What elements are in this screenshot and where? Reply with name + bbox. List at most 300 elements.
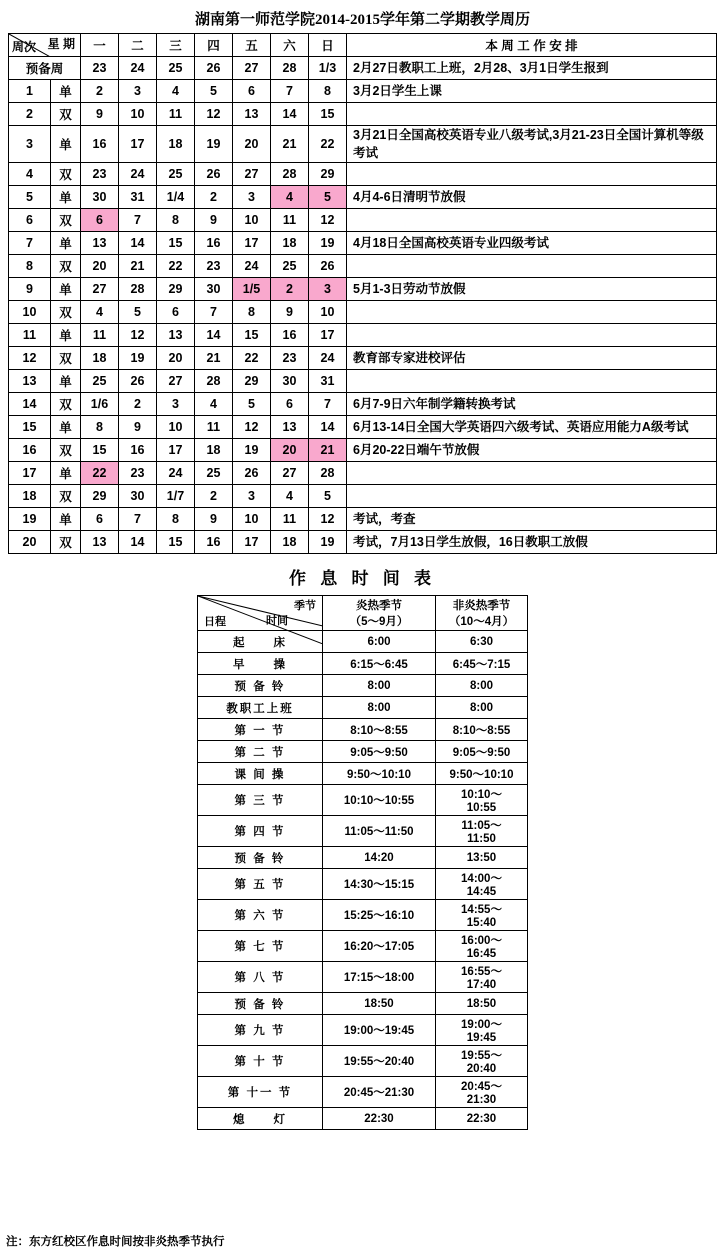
hot-season-header (323, 596, 436, 631)
date-cell: 8 (309, 80, 347, 103)
date-cell: 23 (271, 347, 309, 370)
date-cell: 10 (119, 103, 157, 126)
work-arrangement-cell: 5月1-3日劳动节放假 (347, 278, 717, 301)
date-cell: 10 (309, 301, 347, 324)
date-cell: 20 (157, 347, 195, 370)
work-arrangement-cell: 考试，考查 (347, 508, 717, 531)
week-parity-cell: 双 (51, 301, 81, 324)
date-cell: 12 (309, 209, 347, 232)
cool-season-time: 20:45～ 21:30 (436, 1077, 528, 1108)
date-cell: 24 (157, 462, 195, 485)
date-cell: 2 (119, 393, 157, 416)
week-parity-cell: 单 (51, 324, 81, 347)
date-cell: 26 (195, 163, 233, 186)
cool-season-time: 6:30 (436, 631, 528, 653)
date-cell: 14 (119, 232, 157, 255)
work-arrangement-cell (347, 485, 717, 508)
hot-season-line1: 炎热季节 (356, 600, 402, 613)
corner-season-label: 季节 (294, 600, 316, 613)
schedule-item-label: 第 三 节 (198, 785, 323, 816)
work-arrangement-cell (347, 462, 717, 485)
date-cell: 1/6 (81, 393, 119, 416)
hot-season-time: 6:00 (323, 631, 436, 653)
date-cell: 7 (271, 80, 309, 103)
date-cell: 28 (271, 57, 309, 80)
hot-season-time: 19:55～20:40 (323, 1046, 436, 1077)
date-cell: 27 (157, 370, 195, 393)
date-cell: 4 (271, 186, 309, 209)
week-parity-cell: 双 (51, 209, 81, 232)
day-header-mon: 一 (81, 34, 119, 57)
date-cell: 19 (195, 126, 233, 163)
table-row (9, 508, 717, 531)
date-cell: 6 (81, 508, 119, 531)
week-number-cell: 16 (9, 439, 51, 462)
cool-season-line2: （10～4月） (448, 616, 515, 629)
date-cell: 14 (271, 103, 309, 126)
week-number-cell: 1 (9, 80, 51, 103)
hot-season-time: 10:10～10:55 (323, 785, 436, 816)
date-cell: 12 (195, 103, 233, 126)
table-row (9, 57, 717, 80)
day-header-fri: 五 (233, 34, 271, 57)
date-cell: 24 (233, 255, 271, 278)
work-arrangement-cell (347, 370, 717, 393)
week-number-cell: 13 (9, 370, 51, 393)
cool-season-time: 10:10～ 10:55 (436, 785, 528, 816)
hot-season-time: 11:05～11:50 (323, 816, 436, 847)
date-cell: 15 (233, 324, 271, 347)
corner-week-label: 星 期 (47, 37, 75, 51)
week-number-cell: 14 (9, 393, 51, 416)
hot-season-time: 20:45～21:30 (323, 1077, 436, 1108)
date-cell: 24 (309, 347, 347, 370)
date-cell: 29 (157, 278, 195, 301)
date-cell: 9 (271, 301, 309, 324)
schedule-item-label: 第 十一 节 (198, 1077, 323, 1108)
week-number-cell: 12 (9, 347, 51, 370)
date-cell: 28 (119, 278, 157, 301)
date-cell: 31 (119, 186, 157, 209)
table-row (9, 80, 717, 103)
date-cell: 12 (233, 416, 271, 439)
footnote: 注：东方红校区作息时间按非炎热季节执行 (6, 1236, 225, 1248)
schedule-item-label: 第 一 节 (198, 719, 323, 741)
work-arrangement-cell (347, 209, 717, 232)
date-cell: 18 (271, 232, 309, 255)
date-cell: 20 (81, 255, 119, 278)
day-header-sun: 日 (309, 34, 347, 57)
date-cell: 10 (157, 416, 195, 439)
work-arrangement-cell (347, 255, 717, 278)
date-cell: 23 (81, 163, 119, 186)
week-number-cell: 18 (9, 485, 51, 508)
schedule-item-label: 预 备 铃 (198, 847, 323, 869)
table-row (9, 103, 717, 126)
date-cell: 12 (309, 508, 347, 531)
work-arrangement-cell: 考试，7月13日学生放假，16日教职工放假 (347, 531, 717, 554)
table-row (198, 763, 528, 785)
date-cell: 21 (271, 126, 309, 163)
week-parity-cell: 单 (51, 370, 81, 393)
week-number-cell: 17 (9, 462, 51, 485)
date-cell: 19 (309, 531, 347, 554)
date-cell: 8 (81, 416, 119, 439)
date-cell: 16 (195, 531, 233, 554)
schedule-item-label: 第 五 节 (198, 869, 323, 900)
week-number-cell: 19 (9, 508, 51, 531)
week-number-cell: 2 (9, 103, 51, 126)
table-row (9, 439, 717, 462)
date-cell: 16 (271, 324, 309, 347)
date-cell: 25 (157, 163, 195, 186)
date-cell: 14 (195, 324, 233, 347)
date-cell: 30 (119, 485, 157, 508)
date-cell: 5 (309, 485, 347, 508)
date-cell: 17 (233, 232, 271, 255)
hot-season-time: 18:50 (323, 993, 436, 1015)
table-row (198, 1046, 528, 1077)
date-cell: 20 (271, 439, 309, 462)
table-row (9, 347, 717, 370)
date-cell: 2 (195, 485, 233, 508)
date-cell: 27 (233, 57, 271, 80)
date-cell: 4 (157, 80, 195, 103)
date-cell: 6 (233, 80, 271, 103)
date-cell: 20 (233, 126, 271, 163)
week-number-cell: 6 (9, 209, 51, 232)
corner-row-label: 周次 (12, 40, 37, 54)
week-parity-cell: 单 (51, 126, 81, 163)
date-cell: 13 (233, 103, 271, 126)
cool-season-time: 8:10～8:55 (436, 719, 528, 741)
schedule-body (198, 631, 528, 1130)
date-cell: 26 (309, 255, 347, 278)
cool-season-time: 8:00 (436, 675, 528, 697)
table-row (198, 962, 528, 993)
table-row (198, 1108, 528, 1130)
date-cell: 22 (157, 255, 195, 278)
date-cell: 18 (195, 439, 233, 462)
week-number-cell: 预备周 (9, 57, 81, 80)
date-cell: 3 (309, 278, 347, 301)
table-row (198, 741, 528, 763)
date-cell: 27 (233, 163, 271, 186)
date-cell: 9 (81, 103, 119, 126)
date-cell: 25 (81, 370, 119, 393)
week-parity-cell: 双 (51, 255, 81, 278)
cool-season-time: 14:55～ 15:40 (436, 900, 528, 931)
hot-season-time: 8:10～8:55 (323, 719, 436, 741)
date-cell: 26 (119, 370, 157, 393)
table-row (9, 485, 717, 508)
date-cell: 28 (309, 462, 347, 485)
cool-season-time: 16:55～ 17:40 (436, 962, 528, 993)
corner-time-label: 时间 (266, 615, 288, 628)
week-number-cell: 11 (9, 324, 51, 347)
date-cell: 7 (119, 508, 157, 531)
date-cell: 27 (271, 462, 309, 485)
hot-season-time: 16:20～17:05 (323, 931, 436, 962)
date-cell: 22 (309, 126, 347, 163)
date-cell: 5 (309, 186, 347, 209)
hot-season-time: 9:05～9:50 (323, 741, 436, 763)
date-cell: 3 (119, 80, 157, 103)
cool-season-time: 19:55～ 20:40 (436, 1046, 528, 1077)
work-arrangement-cell (347, 301, 717, 324)
table-row (198, 869, 528, 900)
date-cell: 14 (309, 416, 347, 439)
schedule-item-label: 第 四 节 (198, 816, 323, 847)
date-cell: 28 (271, 163, 309, 186)
table-row (198, 1015, 528, 1046)
date-cell: 6 (271, 393, 309, 416)
date-cell: 17 (309, 324, 347, 347)
date-cell: 13 (157, 324, 195, 347)
table-row (9, 531, 717, 554)
work-arrangement-cell: 3月2日学生上课 (347, 80, 717, 103)
date-cell: 4 (81, 301, 119, 324)
date-cell: 11 (271, 508, 309, 531)
date-cell: 23 (81, 57, 119, 80)
calendar-corner-cell (9, 34, 81, 57)
date-cell: 15 (81, 439, 119, 462)
date-cell: 22 (233, 347, 271, 370)
date-cell: 1/7 (157, 485, 195, 508)
date-cell: 15 (157, 232, 195, 255)
week-parity-cell: 双 (51, 485, 81, 508)
date-cell: 2 (271, 278, 309, 301)
table-row (198, 1077, 528, 1108)
week-number-cell: 7 (9, 232, 51, 255)
date-cell: 3 (157, 393, 195, 416)
date-cell: 13 (271, 416, 309, 439)
day-header-thu: 四 (195, 34, 233, 57)
date-cell: 30 (195, 278, 233, 301)
date-cell: 18 (157, 126, 195, 163)
date-cell: 21 (309, 439, 347, 462)
date-cell: 17 (119, 126, 157, 163)
date-cell: 2 (81, 80, 119, 103)
date-cell: 1/5 (233, 278, 271, 301)
table-row (9, 163, 717, 186)
date-cell: 8 (233, 301, 271, 324)
date-cell: 16 (81, 126, 119, 163)
table-row (9, 301, 717, 324)
date-cell: 14 (119, 531, 157, 554)
week-number-cell: 20 (9, 531, 51, 554)
hot-season-time: 15:25～16:10 (323, 900, 436, 931)
cool-season-time: 18:50 (436, 993, 528, 1015)
work-arrangement-header: 本 周 工 作 安 排 (347, 34, 717, 57)
work-arrangement-cell: 2月27日教职工上班，2月28、3月1日学生报到 (347, 57, 717, 80)
date-cell: 19 (309, 232, 347, 255)
hot-season-line2: （5～9月） (349, 616, 409, 629)
date-cell: 9 (119, 416, 157, 439)
date-cell: 29 (309, 163, 347, 186)
date-cell: 8 (157, 209, 195, 232)
hot-season-time: 6:15～6:45 (323, 653, 436, 675)
work-arrangement-cell: 6月20-22日端午节放假 (347, 439, 717, 462)
week-number-cell: 9 (9, 278, 51, 301)
date-cell: 31 (309, 370, 347, 393)
date-cell: 5 (233, 393, 271, 416)
week-parity-cell: 双 (51, 439, 81, 462)
week-parity-cell: 单 (51, 232, 81, 255)
table-row (9, 393, 717, 416)
date-cell: 3 (233, 186, 271, 209)
date-cell: 16 (119, 439, 157, 462)
day-header-tue: 二 (119, 34, 157, 57)
week-number-cell: 10 (9, 301, 51, 324)
work-arrangement-cell: 4月4-6日清明节放假 (347, 186, 717, 209)
date-cell: 11 (81, 324, 119, 347)
date-cell: 30 (81, 186, 119, 209)
date-cell: 19 (119, 347, 157, 370)
schedule-item-label: 第 二 节 (198, 741, 323, 763)
date-cell: 5 (119, 301, 157, 324)
schedule-item-label: 第 六 节 (198, 900, 323, 931)
date-cell: 15 (309, 103, 347, 126)
schedule-header-row (198, 596, 528, 631)
date-cell: 23 (195, 255, 233, 278)
work-arrangement-cell: 6月7-9日六年制学籍转换考试 (347, 393, 717, 416)
date-cell: 21 (119, 255, 157, 278)
week-parity-cell: 双 (51, 347, 81, 370)
hot-season-time: 17:15～18:00 (323, 962, 436, 993)
daily-schedule-table (197, 595, 528, 1130)
schedule-item-label: 第 七 节 (198, 931, 323, 962)
table-row (9, 186, 717, 209)
schedule-item-label: 起 床 (198, 631, 323, 653)
date-cell: 26 (233, 462, 271, 485)
table-row (198, 675, 528, 697)
schedule-item-label: 教职工上班 (198, 697, 323, 719)
date-cell: 19 (233, 439, 271, 462)
cool-season-time: 13:50 (436, 847, 528, 869)
date-cell: 10 (233, 508, 271, 531)
hot-season-time: 22:30 (323, 1108, 436, 1130)
cool-season-time: 16:00～ 16:45 (436, 931, 528, 962)
date-cell: 11 (271, 209, 309, 232)
work-arrangement-cell: 教育部专家进校评估 (347, 347, 717, 370)
hot-season-time: 19:00～19:45 (323, 1015, 436, 1046)
schedule-item-label: 第 九 节 (198, 1015, 323, 1046)
table-row (9, 416, 717, 439)
week-parity-cell: 单 (51, 462, 81, 485)
work-arrangement-cell (347, 103, 717, 126)
work-arrangement-cell (347, 324, 717, 347)
date-cell: 7 (309, 393, 347, 416)
date-cell: 12 (119, 324, 157, 347)
date-cell: 27 (81, 278, 119, 301)
table-row (9, 324, 717, 347)
work-arrangement-cell: 4月18日全国高校英语专业四级考试 (347, 232, 717, 255)
week-number-cell: 5 (9, 186, 51, 209)
hot-season-time: 14:30～15:15 (323, 869, 436, 900)
table-row (198, 785, 528, 816)
week-number-cell: 15 (9, 416, 51, 439)
cool-season-header (436, 596, 528, 631)
date-cell: 25 (157, 57, 195, 80)
table-row (9, 370, 717, 393)
hot-season-time: 8:00 (323, 675, 436, 697)
cool-season-time: 19:00～ 19:45 (436, 1015, 528, 1046)
schedule-item-label: 熄 灯 (198, 1108, 323, 1130)
date-cell: 21 (195, 347, 233, 370)
teaching-calendar-table (8, 33, 717, 554)
date-cell: 24 (119, 163, 157, 186)
date-cell: 16 (195, 232, 233, 255)
schedule-title: 作 息 时 间 表 (289, 569, 436, 589)
schedule-item-label: 预 备 铃 (198, 675, 323, 697)
page-title: 湖南第一师范学院2014-2015学年第二学期教学周历 (195, 12, 530, 28)
date-cell: 17 (233, 531, 271, 554)
date-cell: 17 (157, 439, 195, 462)
date-cell: 23 (119, 462, 157, 485)
week-parity-cell: 双 (51, 393, 81, 416)
calendar-body (9, 57, 717, 554)
hot-season-time: 8:00 (323, 697, 436, 719)
schedule-item-label: 早 操 (198, 653, 323, 675)
day-header-sat: 六 (271, 34, 309, 57)
week-parity-cell: 单 (51, 508, 81, 531)
schedule-corner-cell (198, 596, 323, 631)
cool-season-time: 9:50～10:10 (436, 763, 528, 785)
date-cell: 28 (195, 370, 233, 393)
cool-season-time: 6:45～7:15 (436, 653, 528, 675)
work-arrangement-cell: 3月21日全国高校英语专业八级考试,3月21-23日全国计算机等级考试 (347, 126, 717, 163)
hot-season-time: 14:20 (323, 847, 436, 869)
table-row (9, 462, 717, 485)
date-cell: 11 (157, 103, 195, 126)
week-parity-cell: 单 (51, 416, 81, 439)
table-row (9, 232, 717, 255)
date-cell: 7 (195, 301, 233, 324)
table-row (9, 209, 717, 232)
table-row (9, 255, 717, 278)
date-cell: 9 (195, 508, 233, 531)
date-cell: 5 (195, 80, 233, 103)
cool-season-time: 9:05～9:50 (436, 741, 528, 763)
week-parity-cell: 双 (51, 163, 81, 186)
date-cell: 4 (195, 393, 233, 416)
date-cell: 8 (157, 508, 195, 531)
table-row (198, 931, 528, 962)
cool-season-time: 11:05～ 11:50 (436, 816, 528, 847)
date-cell: 18 (271, 531, 309, 554)
date-cell: 29 (233, 370, 271, 393)
cool-season-time: 8:00 (436, 697, 528, 719)
table-row (198, 697, 528, 719)
date-cell: 30 (271, 370, 309, 393)
work-arrangement-cell (347, 163, 717, 186)
date-cell: 11 (195, 416, 233, 439)
table-row (198, 847, 528, 869)
cool-season-time: 14:00～ 14:45 (436, 869, 528, 900)
table-row (9, 278, 717, 301)
date-cell: 4 (271, 485, 309, 508)
date-cell: 25 (271, 255, 309, 278)
table-row (198, 816, 528, 847)
table-row (9, 126, 717, 163)
corner-daily-label: 日程 (204, 616, 226, 629)
week-number-cell: 8 (9, 255, 51, 278)
date-cell: 3 (233, 485, 271, 508)
week-parity-cell: 双 (51, 103, 81, 126)
date-cell: 25 (195, 462, 233, 485)
work-arrangement-cell: 6月13-14日全国大学英语四六级考试、英语应用能力A级考试 (347, 416, 717, 439)
